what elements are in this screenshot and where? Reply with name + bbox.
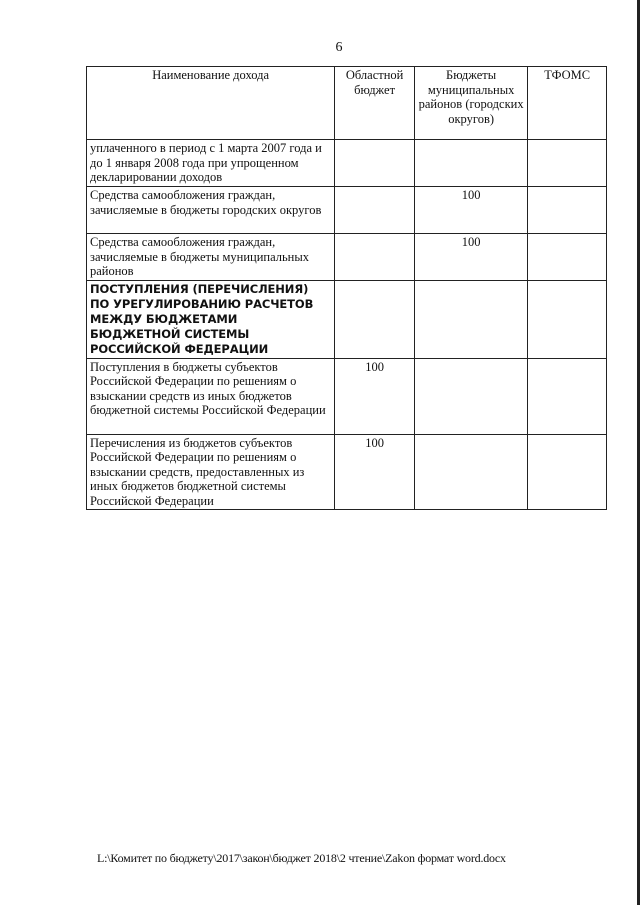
- header-regional-budget: Областной бюджет: [335, 67, 415, 140]
- regional-value-cell: [335, 234, 415, 281]
- tfoms-value-cell: [528, 140, 607, 187]
- revenue-distribution-table: [86, 66, 607, 510]
- table-header-row: [87, 67, 607, 140]
- municipal-value-cell: 100: [414, 234, 527, 281]
- municipal-value-cell: [414, 434, 527, 510]
- table-row: [87, 358, 607, 434]
- tfoms-value-cell: [528, 434, 607, 510]
- revenue-name-cell: Средства самообложения граждан, зачисляемые в бюджеты муниципальных районов: [87, 234, 335, 281]
- revenue-name-cell: Перечисления из бюджетов субъектов Российской Федерации по решениям о взыскании средств, предоставленных из иных бюджетов бюджетной системы Российской Федерации: [87, 434, 335, 510]
- revenue-name-cell: Поступления в бюджеты субъектов Российской Федерации по решениям о взыскании средств из иных бюджетов бюджетной системы Российской Федерации: [87, 358, 335, 434]
- revenue-name-cell: уплаченного в период с 1 марта 2007 года и до 1 января 2008 года при упрощенном декларировании доходов: [87, 140, 335, 187]
- tfoms-value-cell: [528, 280, 607, 358]
- header-tfoms: ТФОМС: [528, 67, 607, 140]
- section-heading-cell: ПОСТУПЛЕНИЯ (ПЕРЕЧИСЛЕНИЯ) ПО УРЕГУЛИРОВАНИЮ РАСЧЕТОВ МЕЖДУ БЮДЖЕТАМИ БЮДЖЕТНОЙ СИСТЕМЫ РОССИЙСКОЙ ФЕДЕРАЦИИ: [87, 280, 335, 358]
- tfoms-value-cell: [528, 187, 607, 234]
- header-revenue-name: Наименование дохода: [87, 67, 335, 140]
- regional-value-cell: 100: [335, 434, 415, 510]
- municipal-value-cell: [414, 358, 527, 434]
- municipal-value-cell: [414, 280, 527, 358]
- tfoms-value-cell: [528, 234, 607, 281]
- table-row: [87, 140, 607, 187]
- table-row: [87, 280, 607, 358]
- document-file-path: L:\Комитет по бюджету\2017\закон\бюджет 2018\2 чтение\Zakon формат word.docx: [97, 851, 506, 865]
- regional-value-cell: [335, 280, 415, 358]
- table-row: [87, 187, 607, 234]
- page-number: 6: [335, 40, 343, 55]
- table-row: [87, 434, 607, 510]
- revenue-name-cell: Средства самообложения граждан, зачисляемые в бюджеты городских округов: [87, 187, 335, 234]
- municipal-value-cell: [414, 140, 527, 187]
- regional-value-cell: [335, 187, 415, 234]
- municipal-value-cell: 100: [414, 187, 527, 234]
- regional-value-cell: 100: [335, 358, 415, 434]
- regional-value-cell: [335, 140, 415, 187]
- table-row: [87, 234, 607, 281]
- header-municipal-budgets: Бюджеты муниципальных районов (городских округов): [414, 67, 527, 140]
- tfoms-value-cell: [528, 358, 607, 434]
